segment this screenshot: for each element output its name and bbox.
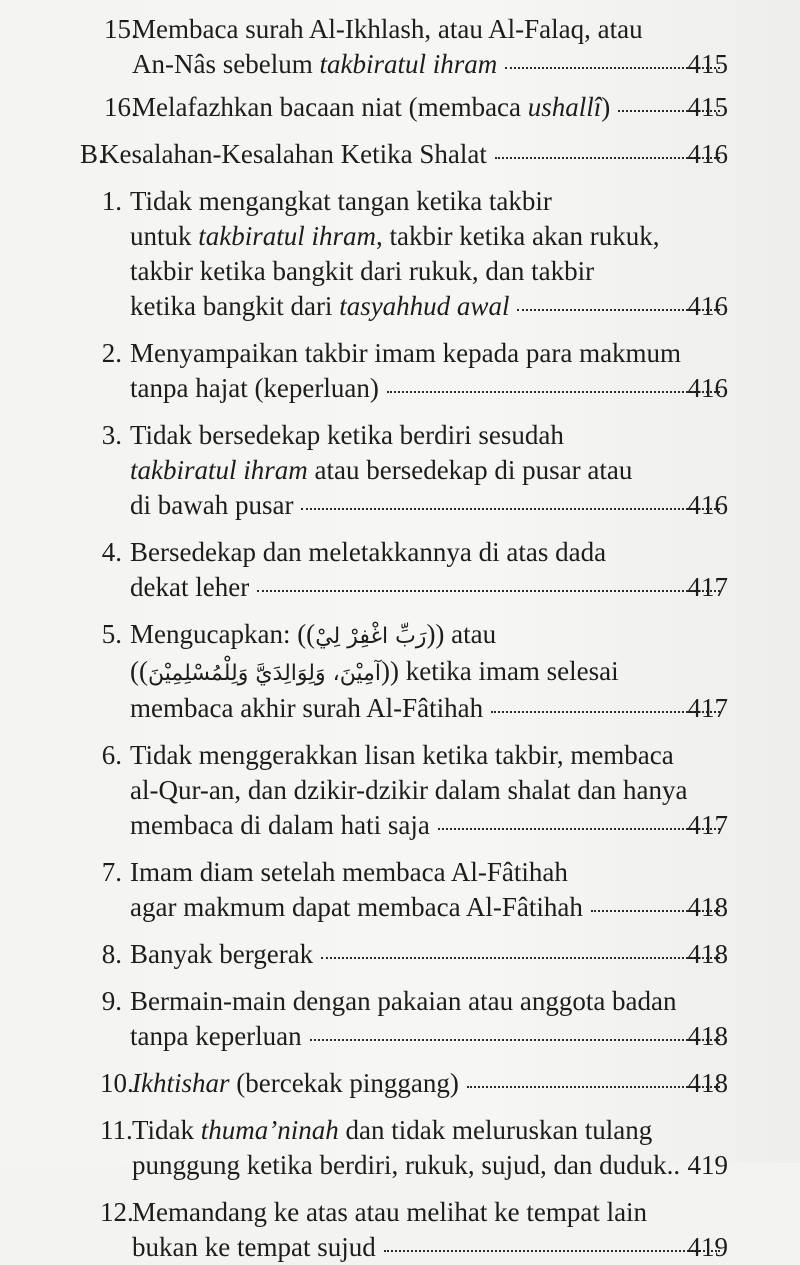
toc-entry-11: [0, 1113, 800, 1183]
page-number: 418: [687, 892, 728, 922]
entry-italic-term: takbiratul ihram: [319, 49, 498, 79]
page-number: 418: [687, 939, 728, 969]
entry-text: )) ketika imam selesai: [380, 656, 619, 686]
entry-text-line: Bermain-main dengan pakaian atau anggota badan: [130, 986, 677, 1016]
page-number: 417: [687, 810, 728, 840]
entry-text-line: Tidak menggerakkan lisan ketika takbir, membaca: [130, 740, 674, 770]
entry-italic-term: Ikhtishar: [132, 1068, 230, 1098]
toc-entry-1: [0, 184, 800, 324]
table-of-contents: [0, 12, 800, 1265]
entry-italic-term: thuma’ninah: [200, 1115, 339, 1145]
entry-italic-term: takbiratul ihram: [198, 221, 377, 251]
page-number: 416: [687, 139, 728, 169]
dot-leader: [257, 590, 720, 592]
entry-text-line: Menyampaikan takbir imam kepada para makmum: [130, 338, 682, 368]
entry-text: ((: [130, 656, 148, 686]
arabic-phrase: رَبِّ اغْفِرْ لِيْ: [315, 624, 427, 649]
entry-text: bukan ke tempat sujud: [132, 1232, 376, 1262]
toc-entry-2: [0, 336, 800, 406]
entry-text: An-Nâs sebelum: [132, 49, 320, 79]
toc-entry-7: [0, 855, 800, 925]
toc-entry-5: [0, 617, 800, 726]
entry-text: Melafazhkan bacaan niat (membaca: [132, 92, 528, 122]
entry-number: 4.: [101, 537, 122, 567]
entry-text-line: takbir ketika bangkit dari rukuk, dan takbir: [130, 256, 595, 286]
dot-leader: [321, 957, 720, 959]
page-number: 418: [687, 1021, 728, 1051]
entry-text-line: al-Qur-an, dan dzikir-dzikir dalam shalat dan hanya: [130, 775, 688, 805]
entry-text-line: Bersedekap dan meletakkannya di atas dada: [130, 537, 607, 567]
entry-number: 2.: [101, 338, 122, 368]
toc-entry-9: [0, 984, 800, 1054]
page-number: 419: [687, 1232, 728, 1262]
entry-text: untuk: [130, 221, 199, 251]
entry-text: ketika bangkit dari: [130, 291, 340, 321]
entry-number: 8.: [101, 939, 122, 969]
toc-entry-6: [0, 738, 800, 843]
toc-entry-10: [0, 1066, 800, 1101]
toc-entry-15: [0, 12, 800, 82]
toc-entry-12: [0, 1195, 800, 1265]
entry-number: 10.: [100, 1068, 134, 1098]
entry-text-line: Tidak bersedekap ketika berdiri sesudah: [130, 420, 564, 450]
entry-text: dan tidak meluruskan tulang: [338, 1115, 653, 1145]
entry-number: 15.: [104, 14, 138, 44]
entry-italic-term: tasyahhud awal: [339, 291, 510, 321]
arabic-phrase: آمِيْنَ، وَلِوَالِدَيَّ وَلِلْمُسْلِمِيْنَ: [147, 661, 381, 686]
entry-text: tanpa hajat (keperluan): [130, 373, 379, 403]
entry-number: 11.: [100, 1115, 133, 1145]
entry-text: membaca di dalam hati saja: [130, 810, 430, 840]
entry-text: (bercekak pinggang): [229, 1068, 459, 1098]
entry-number: 6.: [101, 740, 122, 770]
entry-text-line: Tidak mengangkat tangan ketika takbir: [130, 186, 552, 216]
entry-text-line: Membaca surah Al-Ikhlash, atau Al-Falaq, atau: [132, 14, 643, 44]
entry-number: 5.: [101, 619, 122, 649]
dot-leader: [310, 1039, 720, 1041]
entry-number: 16.: [104, 92, 138, 122]
entry-text: Mengucapkan: ((: [130, 619, 316, 649]
entry-text: atau bersedekap di pusar atau: [307, 455, 633, 485]
entry-text: )) atau: [426, 619, 497, 649]
entry-text: membaca akhir surah Al-Fâtihah: [130, 693, 484, 723]
entry-number: 7.: [101, 857, 122, 887]
entry-text: , takbir ketika akan rukuk,: [376, 221, 660, 251]
entry-text-line: Memandang ke atas atau melihat ke tempat lain: [132, 1197, 648, 1227]
page-number: 419: [687, 1150, 728, 1180]
dot-leader: [384, 1250, 720, 1252]
entry-number: 12.: [100, 1197, 134, 1227]
page-number: 416: [687, 373, 728, 403]
toc-entry-4: [0, 535, 800, 605]
toc-entry-16: [0, 90, 800, 125]
entry-text: Tidak: [132, 1115, 201, 1145]
page-number: 415: [687, 49, 728, 79]
entry-text-line: Imam diam setelah membaca Al-Fâtihah: [130, 857, 568, 887]
entry-italic-term: takbiratul ihram: [130, 455, 308, 485]
entry-number: 1.: [101, 186, 122, 216]
entry-italic-term: ushallî: [527, 92, 602, 122]
entry-text: ): [601, 92, 611, 122]
section-title: Kesalahan-Kesalahan Ketika Shalat: [100, 139, 487, 169]
entry-text: di bawah pusar: [130, 490, 294, 520]
dot-leader: [387, 391, 720, 393]
dot-leader: [301, 508, 720, 510]
section-heading-b: [0, 137, 800, 172]
page-number: 416: [687, 291, 728, 321]
page-number: 417: [687, 693, 728, 723]
entry-text: agar makmum dapat membaca Al-Fâtihah: [130, 892, 583, 922]
entry-text: tanpa keperluan: [130, 1021, 302, 1051]
entry-text: Banyak bergerak: [130, 939, 314, 969]
page-number: 417: [687, 572, 728, 602]
entry-text-line: punggung ketika berdiri, rukuk, sujud, dan duduk..: [132, 1150, 681, 1180]
entry-text: dekat leher: [130, 572, 250, 602]
entry-number: 3.: [101, 420, 122, 450]
toc-entry-8: [0, 937, 800, 972]
page-number: 416: [687, 490, 728, 520]
section-letter: B.: [80, 139, 105, 169]
entry-number: 9.: [101, 986, 122, 1016]
page-number: 415: [687, 92, 728, 122]
page-number: 418: [687, 1068, 728, 1098]
toc-entry-3: [0, 418, 800, 523]
